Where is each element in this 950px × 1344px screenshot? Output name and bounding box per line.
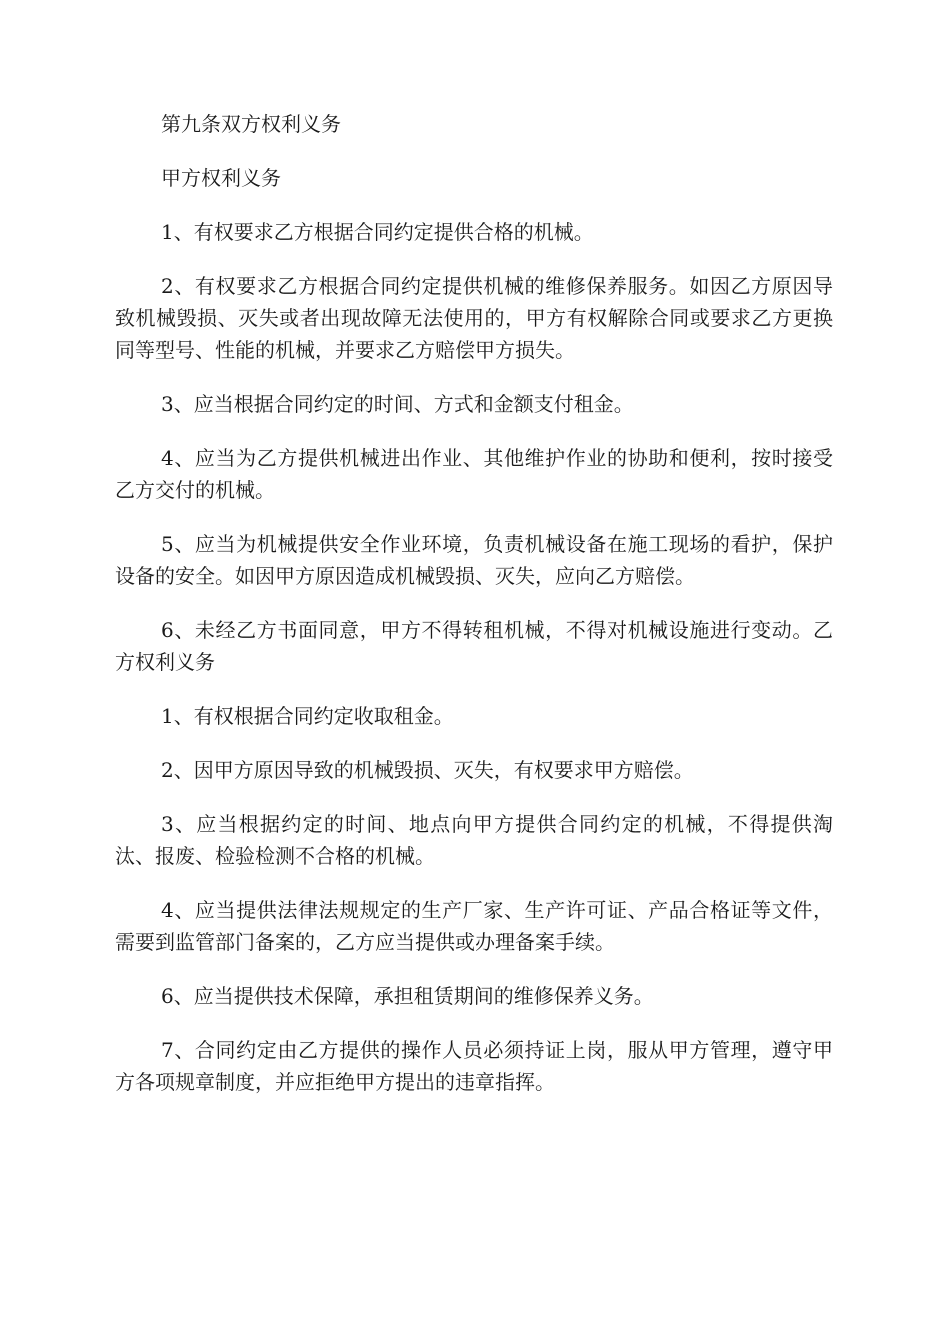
clause-paragraph: 3、应当根据约定的时间、地点向甲方提供合同约定的机械，不得提供淘汰、报废、检验检测不合格的机械。 [115, 812, 833, 868]
subsection-heading-party-a: 甲方权利义务 [161, 166, 281, 190]
clause-paragraph: 1、有权要求乙方根据合同约定提供合格的机械。 [161, 220, 594, 244]
clause-paragraph: 5、应当为机械提供安全作业环境，负责机械设备在施工现场的看护，保护设备的安全。如因甲方原因造成机械毁损、灭失，应向乙方赔偿。 [115, 532, 833, 588]
clause-paragraph: 2、因甲方原因导致的机械毁损、灭失，有权要求甲方赔偿。 [161, 758, 694, 782]
clause-paragraph: 6、应当提供技术保障，承担租赁期间的维修保养义务。 [161, 984, 654, 1008]
section-heading: 第九条双方权利义务 [161, 112, 341, 136]
clause-paragraph: 1、有权根据合同约定收取租金。 [161, 704, 454, 728]
clause-paragraph: 2、有权要求乙方根据合同约定提供机械的维修保养服务。如因乙方原因导致机械毁损、灭失或者出现故障无法使用的，甲方有权解除合同或要求乙方更换同等型号、性能的机械，并要求乙方赔偿甲方损失。 [115, 274, 833, 362]
clause-paragraph: 6、未经乙方书面同意，甲方不得转租机械，不得对机械设施进行变动。乙方权利义务 [115, 618, 833, 674]
clause-paragraph: 4、应当提供法律法规规定的生产厂家、生产许可证、产品合格证等文件，需要到监管部门备案的，乙方应当提供或办理备案手续。 [115, 898, 833, 954]
document-body [115, 108, 833, 1120]
clause-paragraph: 4、应当为乙方提供机械进出作业、其他维护作业的协助和便利，按时接受乙方交付的机械。 [115, 446, 833, 502]
clause-paragraph: 7、合同约定由乙方提供的操作人员必须持证上岗，服从甲方管理，遵守甲方各项规章制度，并应拒绝甲方提出的违章指挥。 [115, 1038, 833, 1094]
clause-paragraph: 3、应当根据合同约定的时间、方式和金额支付租金。 [161, 392, 634, 416]
